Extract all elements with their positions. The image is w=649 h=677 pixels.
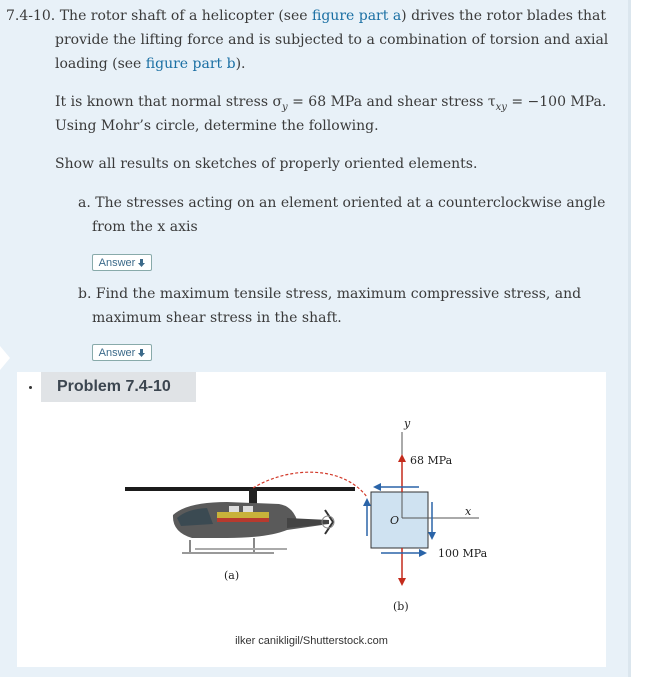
problem-title: Problem 7.4-10 xyxy=(41,372,196,402)
helicopter-window xyxy=(229,506,239,512)
problem-line-1 xyxy=(6,4,626,28)
callout-curve xyxy=(253,472,367,497)
label-a: (a) xyxy=(224,569,240,582)
sigma-subscript: y xyxy=(282,101,288,113)
answer-button-a[interactable] xyxy=(92,254,152,271)
x-axis-label: x xyxy=(465,505,472,518)
arrow-up-icon xyxy=(398,454,406,462)
shear-stress-label: 100 MPa xyxy=(438,547,488,560)
normal-stress-label: 68 MPa xyxy=(410,454,453,467)
figure-part-b-link[interactable]: figure part b xyxy=(145,56,236,72)
show-instruction: Show all results on sketches of properly oriented elements. xyxy=(55,156,478,172)
arrow-down-icon xyxy=(138,349,145,357)
helicopter-stripe-red xyxy=(217,518,269,522)
given-line-2: Using Mohr’s circle, determine the following. xyxy=(55,118,379,134)
answer-label: Answer xyxy=(98,256,136,269)
image-credit: ilker canikligil/Shutterstock.com xyxy=(235,635,388,647)
list-bullet xyxy=(29,386,32,389)
figure-part-a-link[interactable]: figure part a xyxy=(312,8,402,24)
answer-button-b[interactable] xyxy=(92,344,152,361)
y-axis-label: y xyxy=(404,417,411,430)
problem-number: 7.4-10. xyxy=(6,8,56,24)
rotor-mast xyxy=(249,489,257,505)
origin-label: O xyxy=(390,514,400,527)
landing-skid xyxy=(182,552,274,554)
problem-line-2: provide the lifting force and is subjected to a combination of torsion and axial xyxy=(55,32,609,48)
arrow-down-icon xyxy=(428,532,436,540)
helicopter-figure xyxy=(17,372,606,667)
line3-end: ). xyxy=(235,56,246,72)
problem-line-3 xyxy=(55,52,625,76)
given-text: It is known that normal stress σ xyxy=(55,94,283,110)
answer-label: Answer xyxy=(98,346,136,359)
rotor-blade xyxy=(125,487,355,491)
part-a-line-2: from the x axis xyxy=(92,219,198,235)
helicopter-stripe xyxy=(217,512,269,518)
arrow-down-icon xyxy=(398,578,406,586)
tau-subscript: xy xyxy=(495,101,507,113)
collapse-tab-icon[interactable] xyxy=(0,346,10,370)
line3-text: loading (see xyxy=(55,56,146,72)
landing-skid-2 xyxy=(195,548,287,550)
arrow-up-icon xyxy=(363,498,371,506)
part-b-line-1: b. Find the maximum tensile stress, maximum compressive stress, and xyxy=(78,286,582,302)
arrow-down-icon xyxy=(138,259,145,267)
given-text-2: = 68 MPa and shear stress τ xyxy=(287,94,496,110)
part-b-line-2: maximum shear stress in the shaft. xyxy=(92,310,342,326)
arrow-left-icon xyxy=(373,483,381,491)
part-a-line-1: a. The stresses acting on an element oriented at a counterclockwise angle xyxy=(78,195,606,211)
label-b: (b) xyxy=(393,600,409,613)
skid-strut xyxy=(189,540,191,552)
panel-border xyxy=(628,0,631,677)
given-text-3: = −100 MPa. xyxy=(506,94,607,110)
helicopter-window xyxy=(243,506,253,512)
figure-container xyxy=(17,372,606,667)
intro-text: The rotor shaft of a helicopter (see xyxy=(59,8,312,24)
intro-text-2: ) drives the rotor blades that xyxy=(401,8,607,24)
arrow-right-icon xyxy=(419,549,427,557)
stress-element xyxy=(371,492,428,548)
